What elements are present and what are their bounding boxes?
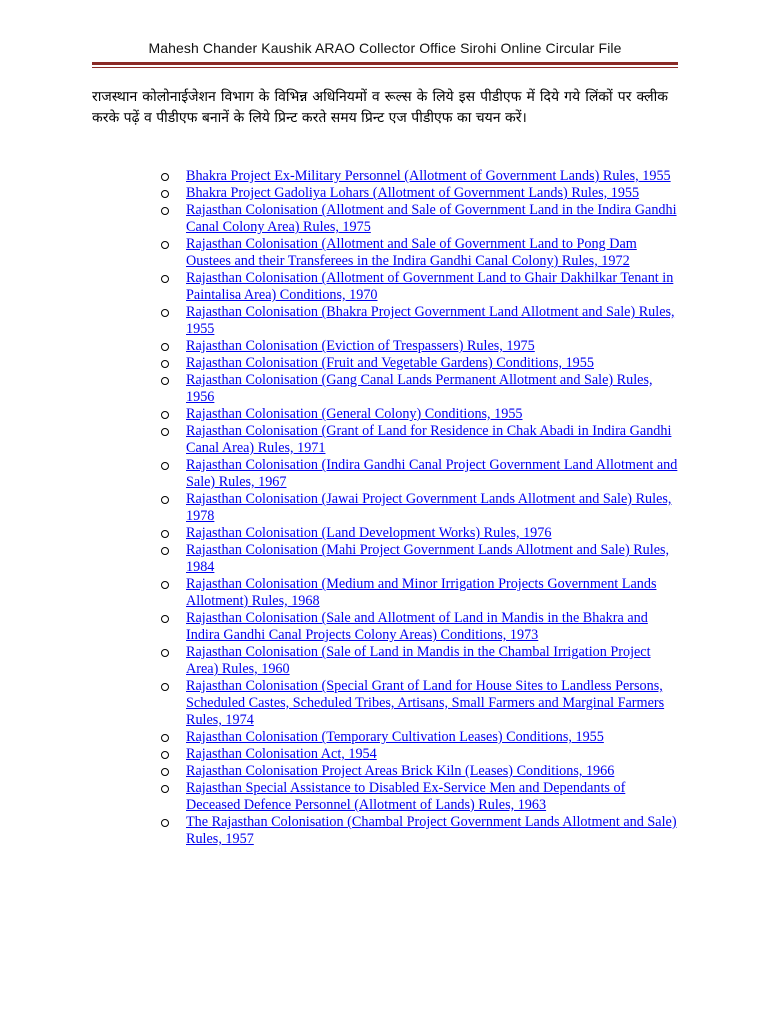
rule-link[interactable]: Rajasthan Colonisation (Jawai Project Government Lands Allotment and Sale) Rules, 1978: [186, 491, 672, 524]
bullet-icon: [161, 819, 169, 827]
bullet-icon: [161, 734, 169, 742]
list-item: [140, 338, 680, 355]
rule-link[interactable]: Rajasthan Colonisation (Allotment of Government Land to Ghair Dakhilkar Tenant in Paintalisa Area) Conditions, 1970: [186, 270, 674, 303]
bullet-icon: [161, 207, 169, 215]
bullet-icon: [161, 768, 169, 776]
list-item: [140, 423, 680, 457]
rule-link[interactable]: Rajasthan Colonisation (General Colony) Conditions, 1955: [186, 406, 523, 422]
bullet-icon: [161, 173, 169, 181]
rule-link[interactable]: Rajasthan Colonisation (Allotment and Sale of Government Land in the Indira Gandhi Canal Colony Area) Rules, 1975: [186, 202, 677, 235]
rule-link[interactable]: Rajasthan Colonisation (Gang Canal Lands Permanent Allotment and Sale) Rules, 1956: [186, 372, 653, 405]
bullet-icon: [161, 581, 169, 589]
list-item: [140, 270, 680, 304]
header-rule-thin: [92, 67, 678, 68]
rule-link[interactable]: Rajasthan Colonisation (Mahi Project Government Lands Allotment and Sale) Rules, 1984: [186, 542, 670, 575]
rule-link[interactable]: Rajasthan Colonisation (Indira Gandhi Canal Project Government Land Allotment and Sale) Rules, 1967: [186, 457, 678, 490]
bullet-icon: [161, 615, 169, 623]
list-item: [140, 236, 680, 270]
rule-link[interactable]: Rajasthan Colonisation (Allotment and Sale of Government Land to Pong Dam Oustees and their Transferees in the Indira Gandhi Canal Colony) Rules, 1972: [186, 236, 637, 269]
rules-link-list: [140, 168, 680, 848]
rule-link[interactable]: Rajasthan Colonisation Act, 1954: [186, 746, 377, 762]
rule-link[interactable]: Rajasthan Colonisation (Bhakra Project Government Land Allotment and Sale) Rules, 1955: [186, 304, 675, 337]
bullet-icon: [161, 377, 169, 385]
bullet-icon: [161, 411, 169, 419]
page-header: Mahesh Chander Kaushik ARAO Collector Office Sirohi Online Circular File: [148, 40, 622, 56]
list-item: [140, 576, 680, 610]
rule-link[interactable]: Rajasthan Special Assistance to Disabled Ex-Service Men and Dependants of Deceased Defence Personnel (Allotment of Lands) Rules, 1963: [186, 780, 626, 813]
list-item: [140, 372, 680, 406]
bullet-icon: [161, 751, 169, 759]
intro-paragraph: राजस्थान कोलोनाईजेशन विभाग के विभिन्न अधिनियमों व रूल्स के लिये इस पीडीएफ में दिये गये लिंकों पर क्लीक करके पढ़ें व पीडीएफ बनानें के लिये प्रिन्ट करते समय प्रिन्ट एज पीडीएफ का चयन करें।: [92, 89, 668, 126]
rule-link[interactable]: Rajasthan Colonisation (Eviction of Trespassers) Rules, 1975: [186, 338, 535, 354]
bullet-icon: [161, 428, 169, 436]
list-item: [140, 746, 680, 763]
bullet-icon: [161, 683, 169, 691]
list-item: [140, 355, 680, 372]
rule-link[interactable]: Bhakra Project Ex-Military Personnel (Allotment of Government Lands) Rules, 1955: [186, 168, 671, 184]
bullet-icon: [161, 785, 169, 793]
list-item: [140, 202, 680, 236]
rule-link[interactable]: Rajasthan Colonisation (Medium and Minor Irrigation Projects Government Lands Allotment) Rules, 1968: [186, 576, 657, 609]
list-item: [140, 185, 680, 202]
bullet-icon: [161, 309, 169, 317]
list-item: [140, 168, 680, 185]
list-item: [140, 304, 680, 338]
bullet-icon: [161, 462, 169, 470]
list-item: [140, 780, 680, 814]
rule-link[interactable]: Rajasthan Colonisation (Fruit and Vegetable Gardens) Conditions, 1955: [186, 355, 594, 371]
rule-link[interactable]: Rajasthan Colonisation (Sale of Land in Mandis in the Chambal Irrigation Project Area) Rules, 1960: [186, 644, 651, 677]
list-item: [140, 491, 680, 525]
list-item: [140, 525, 680, 542]
rule-link[interactable]: Rajasthan Colonisation (Grant of Land for Residence in Chak Abadi in Indira Gandhi Canal Area) Rules, 1971: [186, 423, 672, 456]
list-item: [140, 406, 680, 423]
rule-link[interactable]: Rajasthan Colonisation Project Areas Brick Kiln (Leases) Conditions, 1966: [186, 763, 615, 779]
bullet-icon: [161, 649, 169, 657]
list-item: [140, 678, 680, 729]
list-item: [140, 814, 680, 848]
list-item: [140, 542, 680, 576]
header-rule: [92, 62, 678, 65]
rule-link[interactable]: The Rajasthan Colonisation (Chambal Project Government Lands Allotment and Sale) Rules, 1957: [186, 814, 677, 847]
bullet-icon: [161, 275, 169, 283]
list-item: [140, 763, 680, 780]
bullet-icon: [161, 190, 169, 198]
rule-link[interactable]: Bhakra Project Gadoliya Lohars (Allotment of Government Lands) Rules, 1955: [186, 185, 640, 201]
bullet-icon: [161, 547, 169, 555]
bullet-icon: [161, 343, 169, 351]
rule-link[interactable]: Rajasthan Colonisation (Sale and Allotment of Land in Mandis in the Bhakra and Indira Gandhi Canal Projects Colony Areas) Conditions, 1973: [186, 610, 648, 643]
list-item: [140, 644, 680, 678]
list-item: [140, 457, 680, 491]
rule-link[interactable]: Rajasthan Colonisation (Land Development Works) Rules, 1976: [186, 525, 552, 541]
rule-link[interactable]: Rajasthan Colonisation (Temporary Cultivation Leases) Conditions, 1955: [186, 729, 604, 745]
bullet-icon: [161, 360, 169, 368]
rule-link[interactable]: Rajasthan Colonisation (Special Grant of Land for House Sites to Landless Persons, Scheduled Castes, Scheduled Tribes, Artisans, Small Farmers and Marginal Farmers Rules, 1974: [186, 678, 665, 728]
bullet-icon: [161, 496, 169, 504]
bullet-icon: [161, 241, 169, 249]
list-item: [140, 610, 680, 644]
bullet-icon: [161, 530, 169, 538]
list-item: [140, 729, 680, 746]
